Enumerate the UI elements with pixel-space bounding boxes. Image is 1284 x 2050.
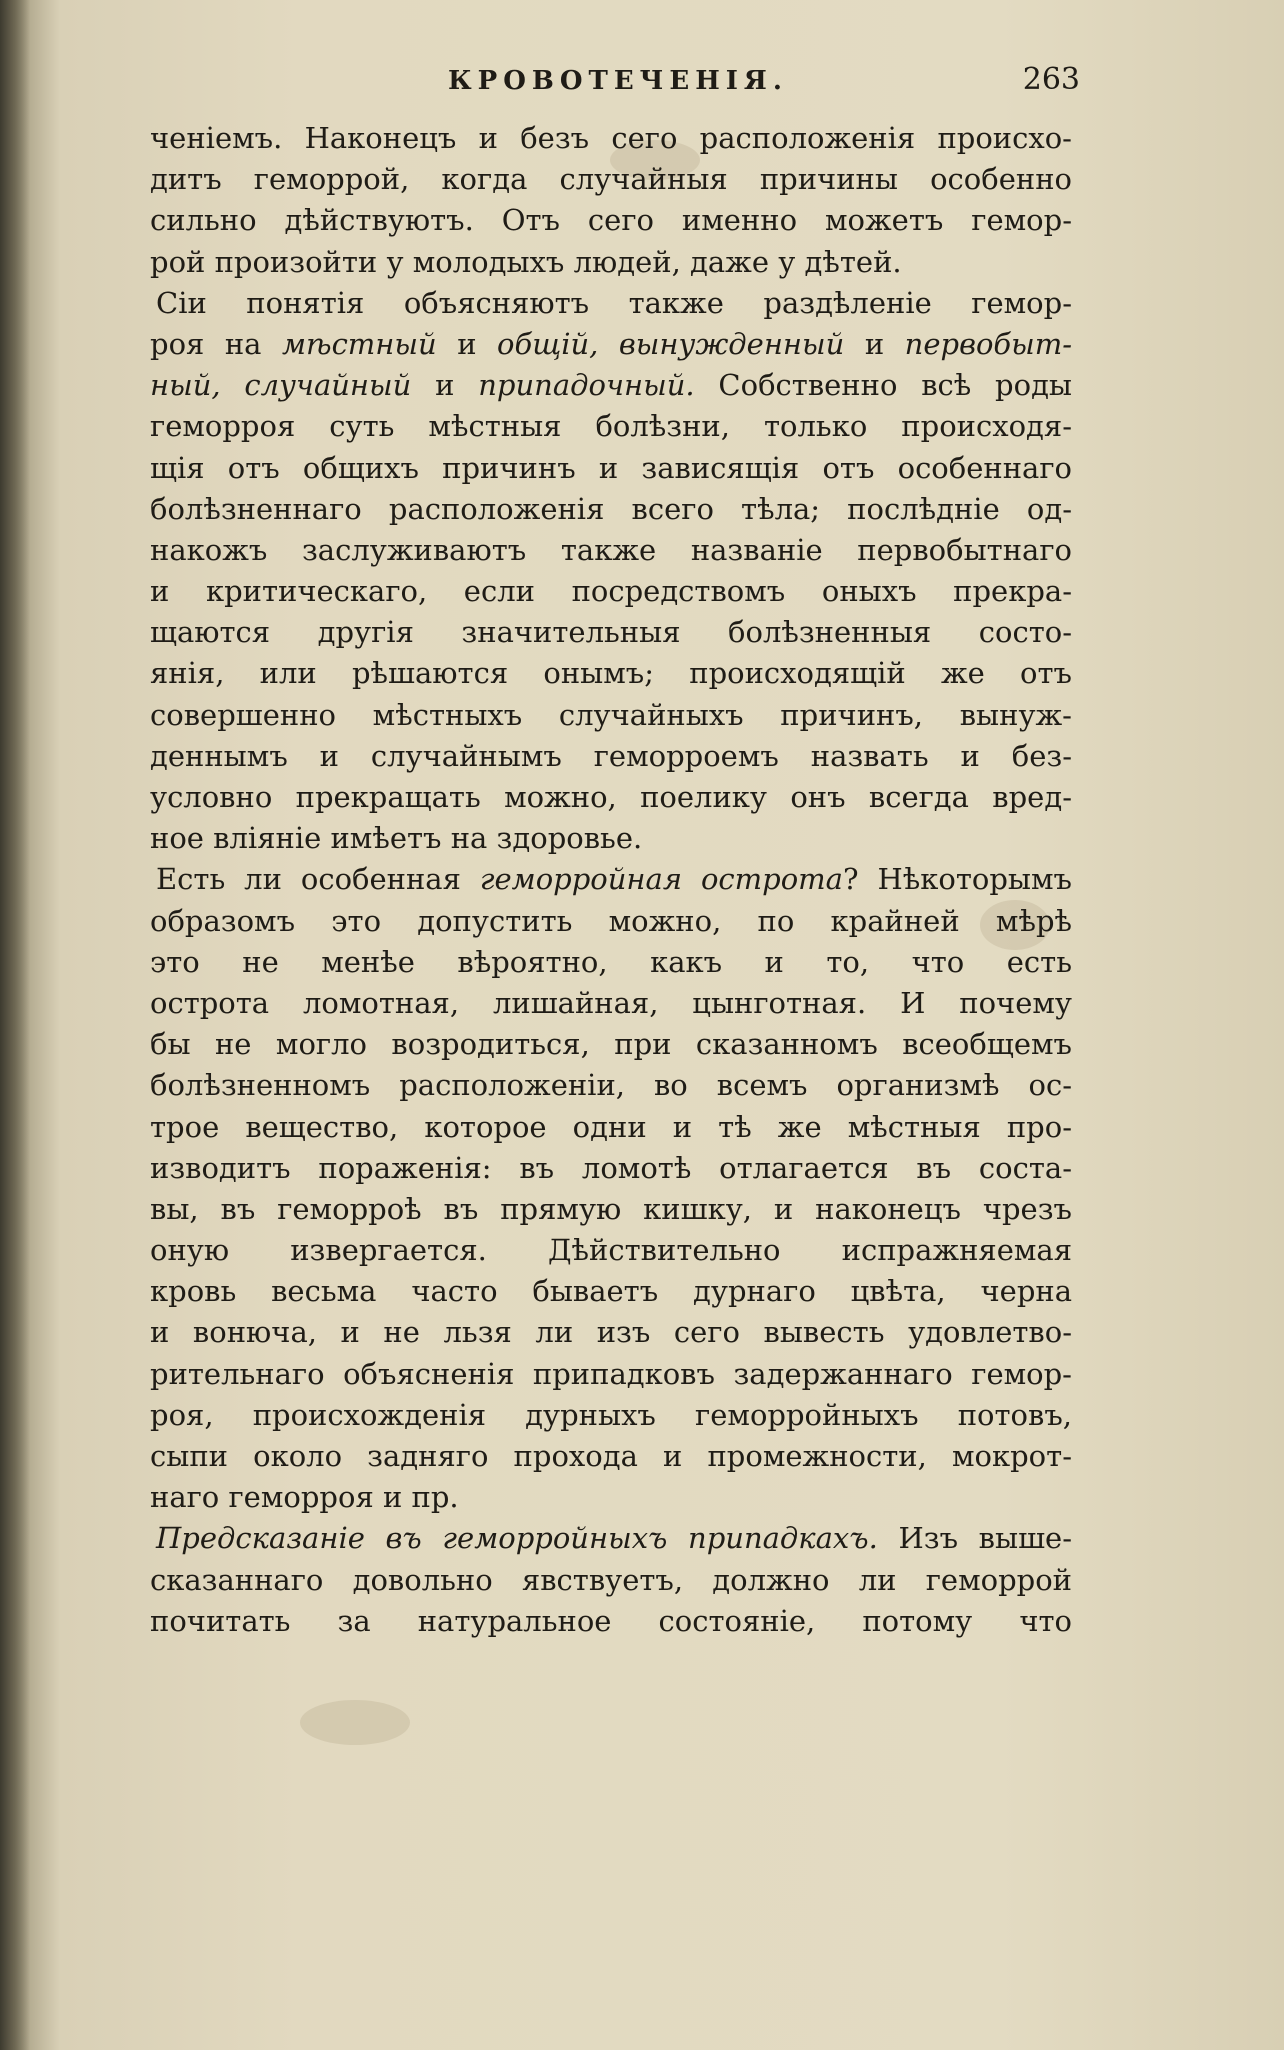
text-segment: образомъ это допустить можно, по крайней мѣрѣ bbox=[150, 903, 1072, 938]
text-segment: дитъ геморрой, когда случайныя причины особенно bbox=[150, 162, 1072, 197]
text-segment: и bbox=[436, 326, 498, 361]
text-line bbox=[150, 530, 1072, 571]
text-line bbox=[150, 571, 1072, 612]
text-segment: роя на bbox=[150, 326, 282, 361]
text-segment: почитать за натуральное состоянiе, потому что bbox=[150, 1603, 1072, 1638]
text-line bbox=[150, 118, 1072, 159]
text-segment: Есть ли особенная bbox=[156, 862, 480, 897]
text-line bbox=[150, 1560, 1072, 1601]
text-line bbox=[150, 859, 1072, 900]
text-line bbox=[150, 406, 1072, 447]
text-line bbox=[150, 653, 1072, 694]
text-line bbox=[150, 448, 1072, 489]
text-segment: и вонюча, и не льзя ли изъ сего вывесть удовлетво- bbox=[150, 1315, 1072, 1350]
text-segment: это не менѣе вѣроятно, какъ и то, что есть bbox=[150, 944, 1072, 979]
text-segment: сказаннаго довольно явствуетъ, должно ли геморрой bbox=[150, 1562, 1072, 1597]
text-line bbox=[150, 489, 1072, 530]
text-segment: ное влiянiе имѣетъ на здоровье. bbox=[150, 821, 643, 856]
text-segment: щаются другiя значительныя болѣзненныя состо- bbox=[150, 615, 1072, 650]
text-segment: роя, происхожденiя дурныхъ геморройныхъ потовъ, bbox=[150, 1397, 1072, 1432]
text-line bbox=[150, 1436, 1072, 1477]
text-segment: изводитъ пораженiя: въ ломотѣ отлагается въ соста- bbox=[150, 1150, 1072, 1185]
text-segment: и критическаго, если посредствомъ оныхъ прекра- bbox=[150, 574, 1072, 609]
page-number: 263 bbox=[1022, 62, 1080, 97]
text-segment: накожъ заслуживаютъ также названiе первобытнаго bbox=[150, 532, 1072, 567]
italic-term: Предсказанiе въ геморройныхъ припадкахъ. bbox=[156, 1521, 878, 1556]
text-line bbox=[150, 1065, 1072, 1106]
text-line bbox=[150, 1477, 1072, 1518]
text-segment: болѣзненнаго расположенiя всего тѣла; послѣднiе од- bbox=[150, 491, 1072, 526]
text-segment: сильно дѣйствуютъ. Отъ сего именно можетъ гемор- bbox=[150, 203, 1072, 238]
italic-term: первобыт- bbox=[904, 326, 1073, 361]
text-segment: деннымъ и случайнымъ геморроемъ назвать и без- bbox=[150, 738, 1072, 773]
text-line bbox=[150, 324, 1072, 365]
italic-term: геморройная острота bbox=[479, 862, 843, 897]
text-line bbox=[150, 777, 1072, 818]
text-segment: щiя отъ общихъ причинъ и зависящiя отъ особеннаго bbox=[150, 450, 1072, 485]
text-segment: наго геморроя и пр. bbox=[150, 1480, 459, 1515]
text-segment: сыпи около задняго прохода и промежности, мокрот- bbox=[150, 1439, 1072, 1473]
text-line bbox=[150, 1312, 1072, 1353]
text-segment: и bbox=[411, 368, 479, 403]
running-title: КРОВОТЕЧЕНIЯ. bbox=[448, 66, 788, 96]
text-line bbox=[150, 159, 1072, 200]
text-line bbox=[150, 242, 1072, 283]
paper-stain bbox=[300, 1700, 410, 1745]
italic-term: общiй, вынужденный bbox=[497, 326, 845, 361]
text-line bbox=[150, 1024, 1072, 1065]
text-line bbox=[150, 1271, 1072, 1312]
text-line bbox=[150, 736, 1072, 777]
text-line bbox=[150, 1601, 1072, 1642]
text-line bbox=[150, 1395, 1072, 1436]
italic-term: припадочный. bbox=[478, 368, 695, 403]
text-line bbox=[150, 1189, 1072, 1230]
text-segment: совершенно мѣстныхъ случайныхъ причинъ, вынуж- bbox=[150, 697, 1072, 732]
text-line bbox=[150, 200, 1072, 241]
text-line bbox=[150, 1148, 1072, 1189]
text-line bbox=[150, 1518, 1072, 1559]
text-line bbox=[150, 695, 1072, 736]
text-line bbox=[150, 365, 1072, 406]
text-line bbox=[150, 901, 1072, 942]
text-segment: кровь весьма часто бываетъ дурнаго цвѣта, черна bbox=[150, 1274, 1072, 1309]
text-line bbox=[150, 1230, 1072, 1271]
text-segment: рой произойти у молодыхъ людей, даже у дѣтей. bbox=[150, 244, 902, 279]
text-segment: условно прекращать можно, поелику онъ всегда вред- bbox=[150, 780, 1072, 814]
text-line bbox=[150, 818, 1072, 859]
text-segment: оную извергается. Дѣйствительно испражняемая bbox=[150, 1233, 1072, 1268]
text-line bbox=[150, 1354, 1072, 1395]
text-segment: болѣзненномъ расположенiи, во всемъ организмѣ ос- bbox=[150, 1068, 1072, 1103]
text-segment: трое вещество, которое одни и тѣ же мѣстныя про- bbox=[150, 1109, 1072, 1144]
text-segment: вы, въ геморроѣ въ прямую кишку, и наконецъ чрезъ bbox=[150, 1191, 1072, 1226]
text-line bbox=[150, 1107, 1072, 1148]
text-line bbox=[150, 612, 1072, 653]
italic-term: мѣстный bbox=[281, 326, 437, 361]
italic-term: ный, случайный bbox=[150, 368, 412, 403]
text-segment: янiя, или рѣшаются онымъ; происходящiй же отъ bbox=[150, 656, 1072, 691]
page-header bbox=[130, 62, 1080, 102]
text-segment: бы не могло возродиться, при сказанномъ всеобщемъ bbox=[150, 1027, 1072, 1062]
text-segment: Собственно всѣ роды bbox=[694, 368, 1073, 403]
text-segment: острота ломотная, лишайная, цынготная. И почему bbox=[150, 985, 1072, 1020]
book-spine-shadow bbox=[0, 0, 30, 2050]
text-segment: и bbox=[844, 326, 905, 361]
text-line bbox=[150, 283, 1072, 324]
body-text bbox=[150, 118, 1072, 1642]
text-segment: Изъ выше- bbox=[877, 1521, 1072, 1556]
text-segment: ? Нѣкоторымъ bbox=[842, 862, 1072, 897]
text-segment: геморроя суть мѣстныя болѣзни, только происходя- bbox=[150, 409, 1072, 444]
text-line bbox=[150, 942, 1072, 983]
text-segment: Сiи понятiя объясняютъ также раздѣленiе гемор- bbox=[156, 285, 1072, 320]
text-line bbox=[150, 983, 1072, 1024]
text-segment: рительнаго объясненiя припадковъ задержаннаго гемор- bbox=[150, 1356, 1072, 1391]
text-segment: ченiемъ. Наконецъ и безъ сего расположенiя происхо- bbox=[150, 121, 1072, 155]
